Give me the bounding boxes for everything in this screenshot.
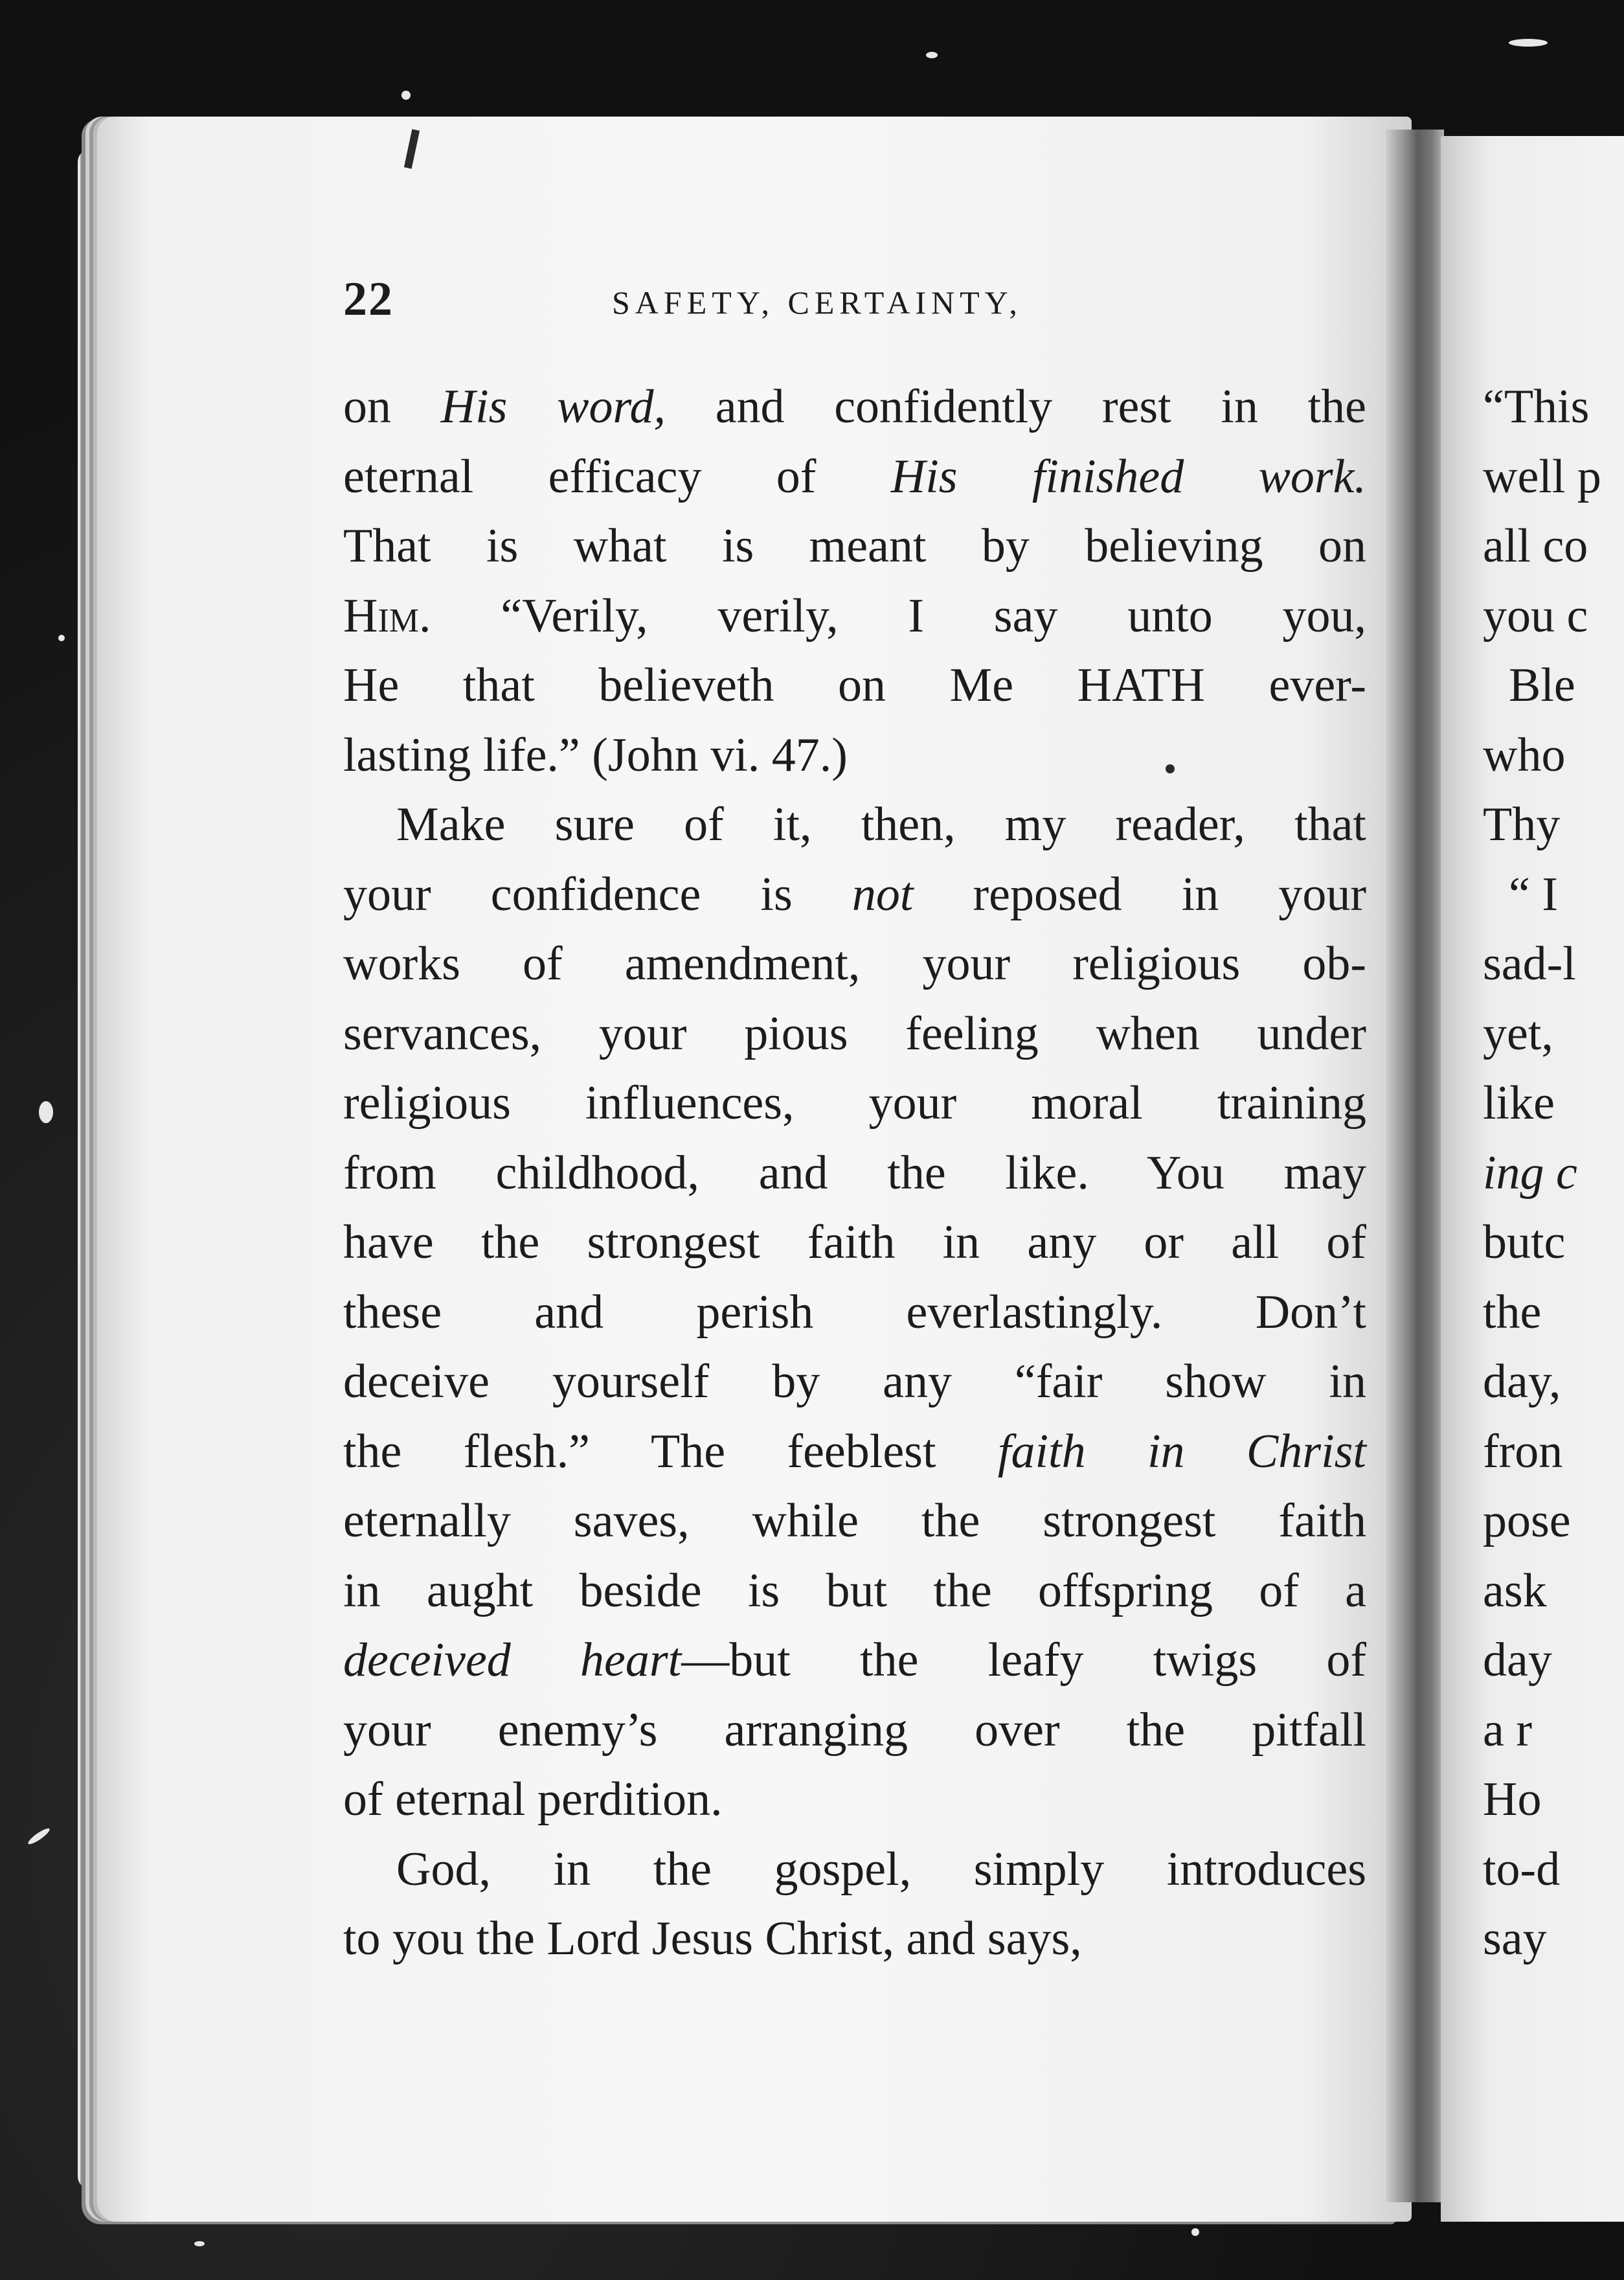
text-line [343, 582, 1366, 652]
facing-page-text [1483, 372, 1624, 1974]
text-line [343, 1696, 1366, 1766]
text-run: these and perish everlastingly. Don’t [343, 1285, 1366, 1339]
facing-text-line: fron [1483, 1424, 1563, 1478]
italic-text: faith in Christ [997, 1424, 1366, 1478]
facing-text-line: “ I [1509, 867, 1558, 921]
text-line [343, 1208, 1366, 1278]
text-line [343, 1904, 1366, 1974]
text-line [343, 372, 1366, 442]
book-gutter [1386, 130, 1444, 2202]
facing-text-line: yet, [1483, 1007, 1553, 1060]
text-run: eternal efficacy of [343, 450, 891, 503]
text-line [343, 1835, 1366, 1905]
facing-text-line: say [1483, 1912, 1547, 1965]
facing-text-line: a r [1483, 1703, 1532, 1757]
italic-text: deceived heart [343, 1634, 682, 1687]
facing-text-line: butc [1483, 1216, 1566, 1269]
facing-text-line: day, [1483, 1355, 1561, 1408]
small-caps-text: Him. [343, 589, 431, 643]
text-line [343, 1278, 1366, 1348]
facing-text-line: you c [1483, 589, 1588, 643]
text-line [343, 1069, 1366, 1139]
facing-text-line: all co [1483, 519, 1588, 573]
running-header [343, 272, 1366, 337]
text-line [343, 860, 1366, 930]
italic-text: His word, [440, 380, 666, 433]
text-line [343, 651, 1366, 721]
facing-text-line: like [1483, 1077, 1555, 1130]
text-line [343, 790, 1366, 860]
running-title: SAFETY, CERTAINTY, [612, 284, 1022, 321]
facing-text-line: “This [1483, 380, 1590, 433]
text-run: your confidence is [343, 867, 852, 921]
text-run: lasting life.” (John vi. 47.) [343, 728, 848, 782]
text-run: your enemy’s arranging over the pitfall [343, 1703, 1366, 1757]
facing-text-line: Ble [1509, 659, 1575, 712]
facing-text-line: ing c [1483, 1146, 1577, 1200]
text-run: of eternal perdition. [343, 1773, 723, 1826]
text-line [343, 1487, 1366, 1556]
text-line [343, 929, 1366, 999]
facing-text-line: Ho [1483, 1773, 1542, 1826]
text-run: —but the leafy twigs of [681, 1634, 1366, 1687]
facing-text-line: day [1483, 1634, 1552, 1687]
page-number: 22 [343, 273, 394, 326]
text-line [343, 1765, 1366, 1835]
page-body-text [343, 372, 1366, 1974]
text-line [343, 999, 1366, 1069]
facing-text-line: who [1483, 728, 1566, 782]
text-run: have the strongest faith in any or all of [343, 1216, 1366, 1269]
italic-text: not [851, 867, 914, 921]
text-run: servances, your pious feeling when under [343, 1007, 1366, 1060]
text-line [343, 1556, 1366, 1626]
text-run: That is what is meant by believing on [343, 519, 1366, 573]
text-run: religious influences, your moral training [343, 1077, 1366, 1130]
facing-text-line: well p [1483, 450, 1601, 503]
text-line [343, 512, 1366, 582]
italic-text: His finished work. [890, 450, 1367, 503]
text-run: works of amendment, your religious ob- [343, 937, 1366, 990]
text-run: and confidently rest in the [666, 380, 1367, 433]
text-run: in aught beside is but the offspring of a [343, 1564, 1366, 1617]
dust-speck [58, 635, 65, 641]
dust-speck [39, 1101, 53, 1123]
text-run: deceive yourself by any “fair show in [343, 1355, 1366, 1408]
text-line [343, 1139, 1366, 1209]
dust-speck [401, 91, 411, 100]
facing-text-line: the [1483, 1285, 1542, 1339]
facing-text-line: ask [1483, 1564, 1547, 1617]
facing-text-line: sad-l [1483, 937, 1576, 990]
text-line [343, 721, 1366, 791]
dust-speck [194, 2241, 205, 2246]
dust-speck [27, 1826, 52, 1846]
facing-text-line: Thy [1483, 798, 1561, 851]
text-run: He that believeth on Me HATH ever- [343, 659, 1366, 712]
text-line [343, 1626, 1366, 1696]
text-run: Make sure of it, then, my reader, that [396, 798, 1366, 851]
text-run: “Verily, verily, I say unto you, [431, 589, 1366, 643]
dust-speck [1191, 2228, 1199, 2236]
text-run: on [343, 380, 441, 433]
facing-text-line: pose [1483, 1494, 1571, 1547]
text-line [343, 1347, 1366, 1417]
facing-text-line: to-d [1483, 1842, 1561, 1896]
text-line [343, 1417, 1366, 1487]
text-run: God, in the gospel, simply introduces [396, 1842, 1366, 1896]
dust-speck [1509, 39, 1548, 47]
dust-speck [926, 52, 938, 58]
text-run: reposed in your [913, 867, 1366, 921]
text-run: eternally saves, while the strongest faith [343, 1494, 1366, 1547]
ink-mark [404, 129, 420, 168]
text-run: the flesh.” The feeblest [343, 1424, 998, 1478]
text-run: to you the Lord Jesus Christ, and says, [343, 1912, 1082, 1965]
text-line [343, 442, 1366, 512]
text-run: from childhood, and the like. You may [343, 1146, 1366, 1200]
